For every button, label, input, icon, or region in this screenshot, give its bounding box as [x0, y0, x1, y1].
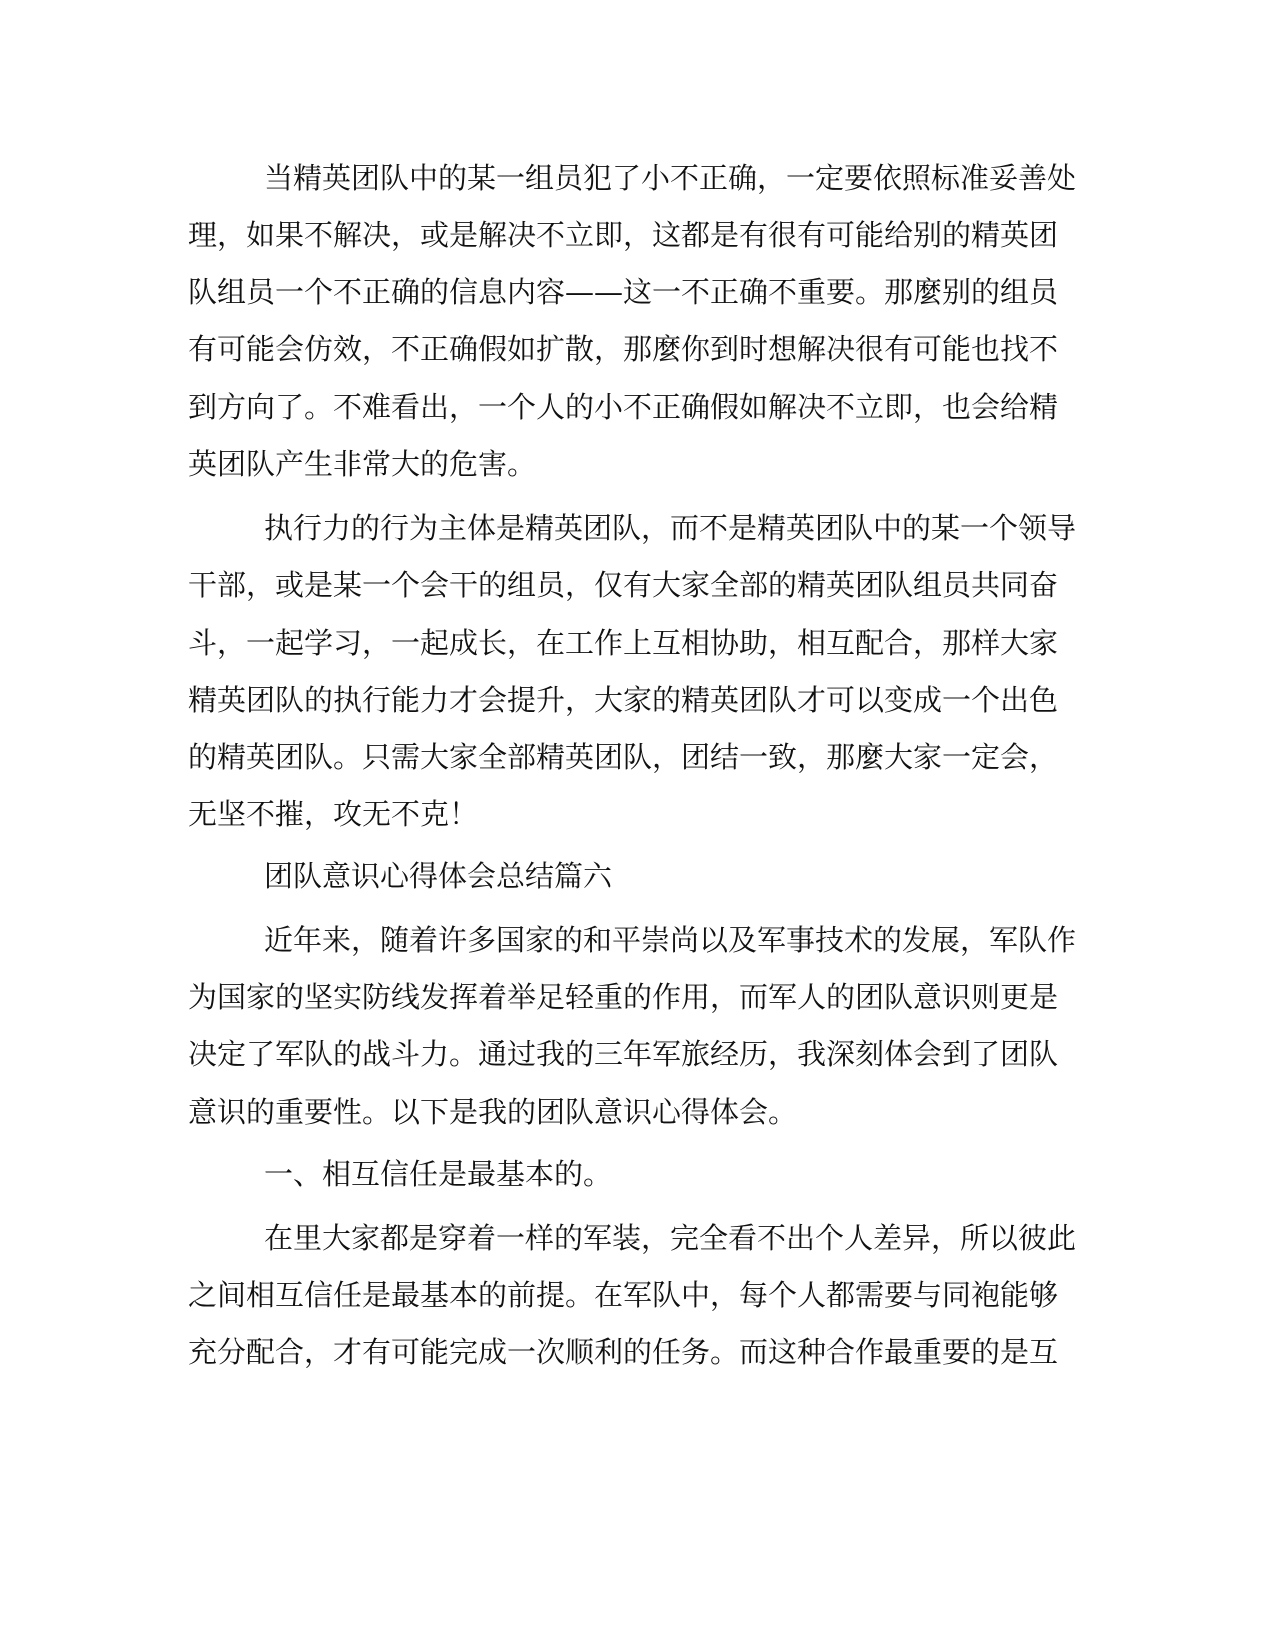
- paragraph-line: 的精英团队。只需大家全部精英团队，团结一致，那麼大家一定会，: [188, 740, 1059, 774]
- paragraph-line: 充分配合，才有可能完成一次顺利的任务。而这种合作最重要的是互: [188, 1335, 1059, 1369]
- paragraph-line: 英团队产生非常大的危害。: [188, 447, 537, 481]
- paragraph-line: 有可能会仿效，不正确假如扩散，那麼你到时想解决很有可能也找不: [188, 332, 1059, 366]
- paragraph-line: 执行力的行为主体是精英团队，而不是精英团队中的某一个领导: [264, 511, 1077, 545]
- paragraph-line: 无坚不摧，攻无不克！: [188, 797, 479, 831]
- paragraph-line: 到方向了。不难看出，一个人的小不正确假如解决不立即，也会给精: [188, 390, 1059, 424]
- paragraph-line: 为国家的坚实防线发挥着举足轻重的作用，而军人的团队意识则更是: [188, 980, 1059, 1014]
- section-heading: 团队意识心得体会总结篇六: [264, 859, 613, 893]
- paragraph-line: 在里大家都是穿着一样的军装，完全看不出个人差异，所以彼此: [264, 1221, 1077, 1255]
- paragraph-line: 队组员一个不正确的信息内容——这一不正确不重要。那麼别的组员: [188, 275, 1059, 309]
- paragraph-line: 精英团队的执行能力才会提升，大家的精英团队才可以变成一个出色: [188, 683, 1059, 717]
- paragraph-line: 意识的重要性。以下是我的团队意识心得体会。: [188, 1095, 798, 1129]
- paragraph-line: 近年来，随着许多国家的和平崇尚以及军事技术的发展，军队作: [264, 923, 1077, 957]
- paragraph-line: 当精英团队中的某一组员犯了小不正确，一定要依照标准妥善处: [264, 161, 1077, 195]
- paragraph-line: 之间相互信任是最基本的前提。在军队中，每个人都需要与同袍能够: [188, 1278, 1059, 1312]
- paragraph-line: 干部，或是某一个会干的组员，仅有大家全部的精英团队组员共同奋: [188, 568, 1059, 602]
- paragraph-line: 理，如果不解决，或是解决不立即，这都是有很有可能给别的精英团: [188, 218, 1059, 252]
- paragraph-line: 决定了军队的战斗力。通过我的三年军旅经历，我深刻体会到了团队: [188, 1037, 1059, 1071]
- subheading: 一、相互信任是最基本的。: [264, 1157, 613, 1191]
- paragraph-line: 斗，一起学习，一起成长，在工作上互相协助，相互配合，那样大家: [188, 626, 1059, 660]
